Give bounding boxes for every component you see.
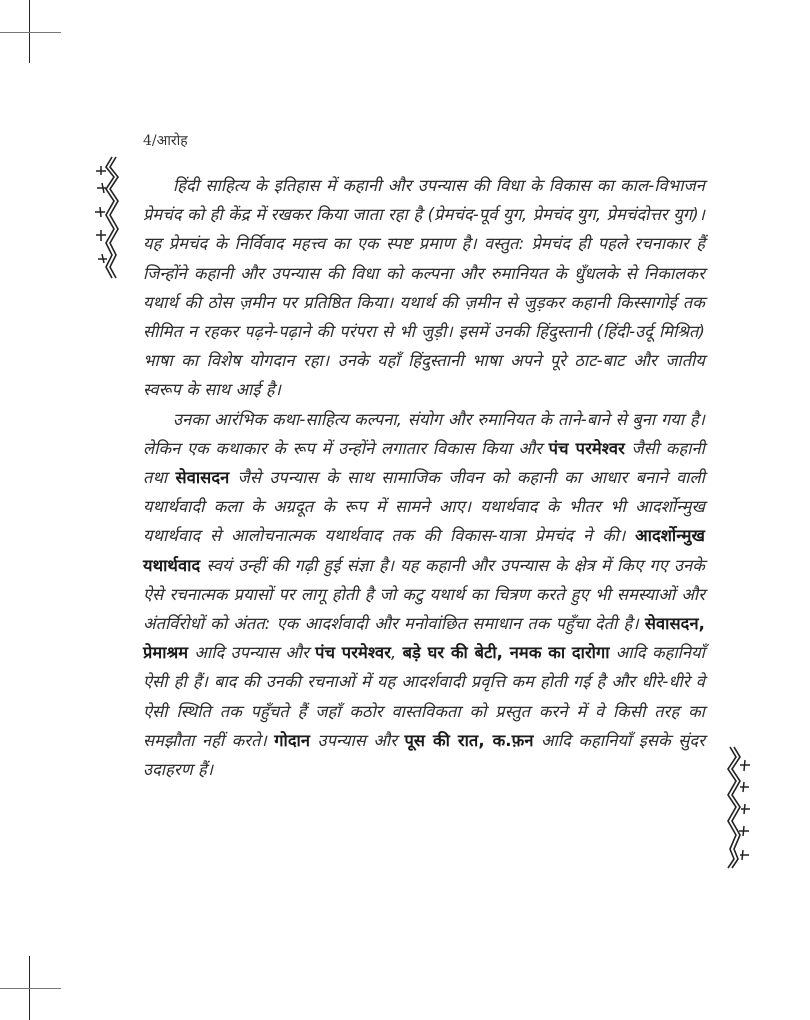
bold-title: सेवासदन <box>175 468 230 488</box>
running-head: 4/आरोह <box>143 133 188 149</box>
paragraph-1 <box>143 171 705 405</box>
vine-ornament-icon <box>92 155 124 280</box>
vine-ornament-icon <box>722 745 754 870</box>
text-segment: आदि कहानियाँ ऐसी ही हैं। बाद की उनकी रचनाओं में यह आदर्शवादी प्रवृत्ति कम होती गई है और धीरे-धीरे वे ऐसी स्थिति तक पहुँचते हैं जहाँ कठोर वास्तविकता को प्रस्तुत करने में वे किसी तरह का समझौता नहीं करते। <box>143 643 705 750</box>
text-segment: आदि उपन्यास और <box>188 643 316 663</box>
text-segment: , <box>391 643 403 663</box>
text-segment: हिंदी साहित्य के इतिहास में कहानी और उपन्यास की विधा के विकास का काल-विभाजन प्रेमचंद को ही केंद्र में रखकर किया जाता रहा है (प्रेमचंद-पूर्व युग, प्रेमचंद युग, प्रेमचंदोत्तर युग)। यह प्रेमचंद के निर्विवाद महत्त्व का एक स्पष्ट प्रमाण है। वस्तुत: प्रेमचंद ही पहले रचनाकार हैं जिन्होंने कहानी और उपन्यास की विधा को कल्पना और रुमानियत के धुँधलके से निकालकर यथार्थ की ठोस ज़मीन पर प्रतिष्ठित किया। यथार्थ की ज़मीन से जुड़कर कहानी किस्सागोई तक सीमित न रहकर पढ़ने-पढ़ाने की परंपरा से भी जुड़ी। इसमें उनकी हिंदुस्तानी (हिंदी-उर्दू मिश्रित) भाषा का विशेष योगदान रहा। उनके यहाँ हिंदुस्तानी भाषा अपने पूरे ठाट-बाट और जातीय स्वरूप के साथ आई है। <box>143 176 705 400</box>
bold-title: पंच परमेश्वर <box>548 438 625 458</box>
bold-title: पूस की रात, क.फ़न <box>404 730 534 750</box>
text-segment: स्वयं उन्हीं की गढ़ी हुई संज्ञा है। यह कहानी और उपन्यास के क्षेत्र में किए गए उनके ऐसे रचनात्मक प्रयासों पर लागू होती है जो कटु यथार्थ का चित्रण करते हुए भी समस्याओं और अंतर्विरोधों को अंतत: एक आदर्शवादी और मनोवांछित समाधान तक पहुँचा देती है। <box>143 555 705 634</box>
text-segment: उपन्यास और <box>310 730 405 750</box>
bold-title: आदर्शोन्मुख यथार्थवाद <box>143 526 705 575</box>
bold-title: सेवासदन, प्रेमाश्रम <box>143 614 705 663</box>
text-segment: जैसे उपन्यास के साथ सामाजिक जीवन को कहानी का आधार बनाने वाली यथार्थवादी कला के अग्रदूत के रूप में सामने आए। यथार्थवाद के भीतर भी आदर्शोन्मुख यथार्थवाद से आलोचनात्मक यथार्थवाद तक की विकास-यात्रा प्रेमचंद ने की। <box>143 468 705 546</box>
bold-title: गोदान <box>274 730 311 750</box>
crop-mark-top-left-horizontal <box>0 32 61 33</box>
crop-mark-bottom-left-horizontal <box>0 988 61 989</box>
text-segment: उनका आरंभिक कथा-साहित्य कल्पना, संयोग और रुमानियत के ताने-बाने से बुना गया है। लेकिन एक कथाकार के रूप में उन्होंने लगातार विकास किया और <box>143 409 705 458</box>
paragraph-2 <box>143 405 705 785</box>
body-text <box>143 171 705 784</box>
text-segment: जैसी कहानी तथा <box>143 438 705 488</box>
bold-title: बड़े घर की बेटी, नमक का दारोगा <box>402 643 610 663</box>
text-segment: आदि कहानियाँ इसके सुंदर उदाहरण हैं। <box>143 730 706 780</box>
bold-title: पंच परमेश्वर <box>315 643 392 663</box>
